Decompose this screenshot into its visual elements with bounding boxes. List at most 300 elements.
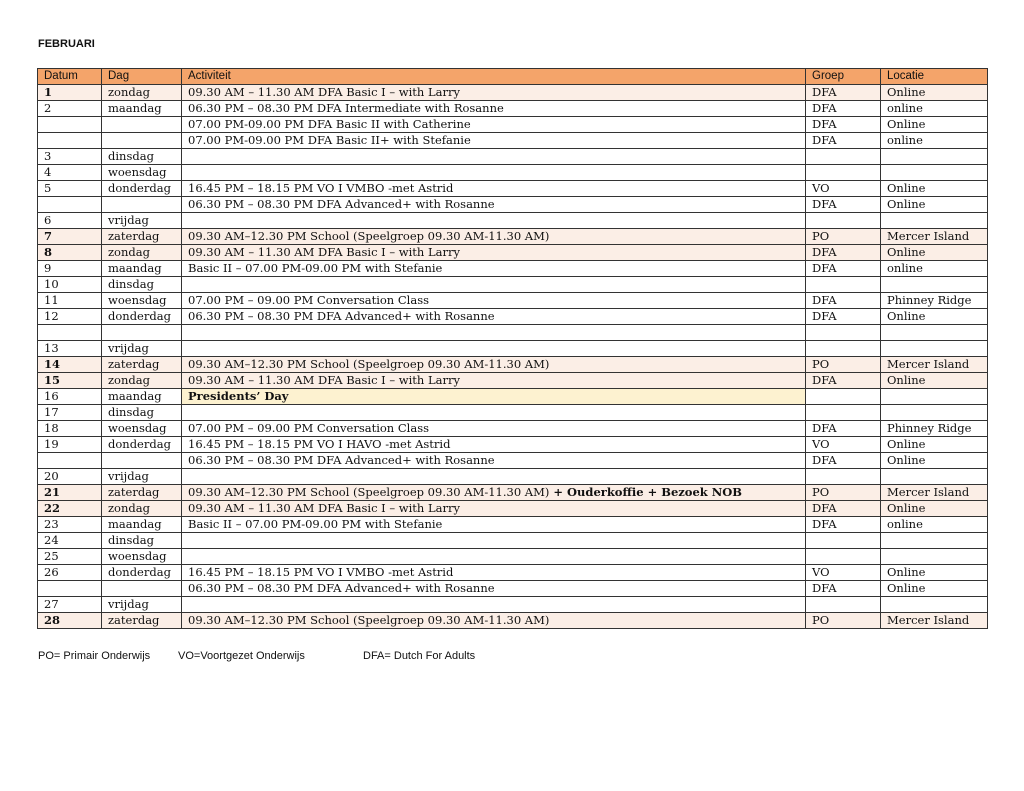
table-row <box>38 597 988 613</box>
cell-groep <box>806 309 881 325</box>
cell-datum <box>38 165 102 181</box>
cell-dag <box>102 117 182 133</box>
cell-dag-text: zaterdag <box>108 357 160 371</box>
cell-locatie <box>881 357 988 373</box>
cell-locatie <box>881 165 988 181</box>
cell-dag <box>102 565 182 581</box>
cell-locatie-text: Mercer Island <box>887 229 970 243</box>
cell-dag <box>102 245 182 261</box>
table-row <box>38 613 988 629</box>
cell-activiteit <box>182 581 806 597</box>
cell-groep-text: DFA <box>812 421 837 435</box>
cell-locatie <box>881 373 988 389</box>
cell-groep <box>806 117 881 133</box>
cell-groep-text: DFA <box>812 117 837 131</box>
cell-datum-text: 8 <box>44 245 53 259</box>
cell-locatie <box>881 405 988 421</box>
cell-groep <box>806 437 881 453</box>
cell-groep <box>806 133 881 149</box>
cell-dag <box>102 165 182 181</box>
cell-dag <box>102 421 182 437</box>
cell-activiteit <box>182 85 806 101</box>
cell-dag-text: woensdag <box>108 421 167 435</box>
cell-dag <box>102 405 182 421</box>
cell-groep <box>806 565 881 581</box>
activity-extra: + Ouderkoffie + Bezoek NOB <box>549 485 742 499</box>
cell-activiteit <box>182 341 806 357</box>
cell-groep <box>806 597 881 613</box>
cell-datum-text: 24 <box>44 533 59 547</box>
cell-dag-text: donderdag <box>108 181 171 195</box>
cell-dag <box>102 517 182 533</box>
cell-datum-text: 6 <box>44 213 52 227</box>
cell-dag-text: donderdag <box>108 437 171 451</box>
cell-dag <box>102 357 182 373</box>
cell-dag-text: zaterdag <box>108 229 160 243</box>
cell-datum <box>38 229 102 245</box>
cell-datum <box>38 549 102 565</box>
cell-datum-text: 26 <box>44 565 59 579</box>
cell-dag-text: woensdag <box>108 293 167 307</box>
cell-locatie-text: Online <box>887 245 926 259</box>
cell-dag-text: dinsdag <box>108 533 154 547</box>
cell-activiteit-text: 06.30 PM – 08.30 PM DFA Intermediate with Rosanne <box>188 101 504 115</box>
cell-datum <box>38 149 102 165</box>
cell-activiteit <box>182 597 806 613</box>
header-activiteit: Activiteit <box>182 69 806 85</box>
cell-dag <box>102 581 182 597</box>
cell-dag-text: maandag <box>108 101 162 115</box>
cell-datum <box>38 405 102 421</box>
cell-datum <box>38 197 102 213</box>
cell-dag <box>102 549 182 565</box>
cell-dag <box>102 133 182 149</box>
cell-locatie <box>881 245 988 261</box>
cell-dag-text: woensdag <box>108 549 167 563</box>
cell-activiteit-text: 06.30 PM – 08.30 PM DFA Advanced+ with Rosanne <box>188 309 495 323</box>
cell-dag <box>102 341 182 357</box>
table-row <box>38 245 988 261</box>
cell-activiteit <box>182 277 806 293</box>
cell-groep-text: DFA <box>812 101 837 115</box>
cell-datum-text: 1 <box>44 85 53 99</box>
cell-datum <box>38 421 102 437</box>
cell-dag <box>102 277 182 293</box>
cell-dag-text: vrijdag <box>108 597 149 611</box>
table-row <box>38 565 988 581</box>
cell-locatie <box>881 597 988 613</box>
cell-activiteit-text: 09.30 AM–12.30 PM School (Speelgroep 09.30 AM-11.30 AM) <box>188 229 550 243</box>
cell-activiteit-text: 06.30 PM – 08.30 PM DFA Advanced+ with Rosanne <box>188 197 495 211</box>
cell-locatie <box>881 85 988 101</box>
cell-locatie <box>881 293 988 309</box>
header-groep: Groep <box>806 69 881 85</box>
cell-groep <box>806 213 881 229</box>
cell-groep <box>806 613 881 629</box>
cell-locatie <box>881 517 988 533</box>
cell-locatie-text: Mercer Island <box>887 485 970 499</box>
cell-activiteit-text: 09.30 AM–12.30 PM School (Speelgroep 09.30 AM-11.30 AM) <box>188 613 550 627</box>
cell-groep-text: VO <box>812 181 830 195</box>
cell-locatie <box>881 197 988 213</box>
cell-datum <box>38 469 102 485</box>
cell-activiteit <box>182 165 806 181</box>
cell-locatie-text: Online <box>887 181 926 195</box>
cell-groep-text: DFA <box>812 133 837 147</box>
cell-groep <box>806 341 881 357</box>
cell-dag <box>102 85 182 101</box>
cell-groep-text: PO <box>812 613 830 627</box>
cell-groep <box>806 421 881 437</box>
cell-groep-text: PO <box>812 229 830 243</box>
cell-activiteit-text: 07.00 PM-09.00 PM DFA Basic II with Catherine <box>188 117 471 131</box>
table-row <box>38 293 988 309</box>
cell-locatie <box>881 389 988 405</box>
cell-datum-text: 14 <box>44 357 61 371</box>
table-row <box>38 165 988 181</box>
cell-groep <box>806 389 881 405</box>
cell-datum <box>38 389 102 405</box>
legend-vo: VO=Voortgezet Onderwijs <box>178 650 305 662</box>
legend-dfa: DFA= Dutch For Adults <box>363 650 476 662</box>
cell-activiteit-text: 06.30 PM – 08.30 PM DFA Advanced+ with Rosanne <box>188 581 495 595</box>
cell-datum-text: 5 <box>44 181 52 195</box>
cell-datum-text: 15 <box>44 373 61 387</box>
cell-locatie <box>881 229 988 245</box>
cell-activiteit <box>182 421 806 437</box>
cell-datum <box>38 245 102 261</box>
cell-dag <box>102 309 182 325</box>
table-row <box>38 133 988 149</box>
cell-activiteit <box>182 197 806 213</box>
table-row <box>38 197 988 213</box>
cell-groep-text: DFA <box>812 581 837 595</box>
cell-groep <box>806 149 881 165</box>
cell-activiteit-text: 07.00 PM – 09.00 PM Conversation Class <box>188 421 430 435</box>
cell-activiteit <box>182 533 806 549</box>
table-row <box>38 101 988 117</box>
cell-datum <box>38 501 102 517</box>
cell-activiteit <box>182 357 806 373</box>
cell-groep-text: PO <box>812 485 830 499</box>
cell-dag <box>102 501 182 517</box>
cell-groep <box>806 197 881 213</box>
cell-dag-text: vrijdag <box>108 469 149 483</box>
cell-activiteit <box>182 469 806 485</box>
cell-datum <box>38 181 102 197</box>
cell-activiteit-text: 16.45 PM – 18.15 PM VO I VMBO -met Astrid <box>188 181 454 195</box>
cell-locatie-text: Online <box>887 437 926 451</box>
table-row <box>38 533 988 549</box>
cell-groep <box>806 357 881 373</box>
cell-datum-text: 2 <box>44 101 52 115</box>
cell-dag-text: maandag <box>108 389 162 403</box>
table-row <box>38 501 988 517</box>
cell-datum-text: 3 <box>44 149 52 163</box>
cell-datum-text: 4 <box>44 165 52 179</box>
table-header-row <box>38 69 988 85</box>
cell-groep <box>806 549 881 565</box>
legend <box>38 650 475 662</box>
cell-locatie <box>881 341 988 357</box>
cell-locatie-text: Phinney Ridge <box>887 421 972 435</box>
cell-dag <box>102 533 182 549</box>
cell-dag-text: zondag <box>108 373 150 387</box>
cell-locatie-text: Online <box>887 453 926 467</box>
cell-groep <box>806 517 881 533</box>
table-row <box>38 421 988 437</box>
cell-dag <box>102 597 182 613</box>
cell-datum <box>38 213 102 229</box>
cell-activiteit <box>182 437 806 453</box>
cell-activiteit-text: 16.45 PM – 18.15 PM VO I VMBO -met Astrid <box>188 565 454 579</box>
cell-datum <box>38 485 102 501</box>
cell-groep-text: VO <box>812 565 830 579</box>
table-row <box>38 149 988 165</box>
cell-groep <box>806 533 881 549</box>
cell-activiteit <box>182 117 806 133</box>
table-row <box>38 581 988 597</box>
cell-activiteit <box>182 373 806 389</box>
cell-locatie <box>881 437 988 453</box>
cell-groep <box>806 405 881 421</box>
header-datum: Datum <box>38 69 102 85</box>
cell-groep <box>806 277 881 293</box>
cell-groep <box>806 229 881 245</box>
cell-dag <box>102 213 182 229</box>
page-title: FEBRUARI <box>38 38 95 50</box>
cell-dag-text: zondag <box>108 85 150 99</box>
cell-datum <box>38 309 102 325</box>
cell-dag-text: woensdag <box>108 165 167 179</box>
cell-groep <box>806 453 881 469</box>
cell-datum <box>38 565 102 581</box>
cell-datum <box>38 277 102 293</box>
cell-activiteit <box>182 101 806 117</box>
cell-datum-text: 9 <box>44 261 52 275</box>
cell-dag-text: zaterdag <box>108 613 160 627</box>
cell-datum <box>38 341 102 357</box>
table-row <box>38 549 988 565</box>
legend-po: PO= Primair Onderwijs <box>38 650 151 662</box>
cell-groep-text: DFA <box>812 293 837 307</box>
cell-datum <box>38 117 102 133</box>
cell-activiteit <box>182 309 806 325</box>
cell-locatie-text: online <box>887 133 923 147</box>
cell-activiteit-text: 09.30 AM – 11.30 AM DFA Basic I – with Larry <box>188 245 460 259</box>
cell-activiteit <box>182 405 806 421</box>
cell-groep-text: DFA <box>812 453 837 467</box>
cell-datum <box>38 373 102 389</box>
header-dag: Dag <box>102 69 182 85</box>
cell-dag <box>102 453 182 469</box>
cell-locatie-text: Online <box>887 85 926 99</box>
cell-locatie <box>881 117 988 133</box>
cell-locatie-text: online <box>887 517 923 531</box>
cell-groep-text: DFA <box>812 197 837 211</box>
header-locatie: Locatie <box>881 69 988 85</box>
cell-locatie-text: Online <box>887 117 926 131</box>
table-row <box>38 309 988 325</box>
table-row <box>38 213 988 229</box>
cell-groep-text: DFA <box>812 373 837 387</box>
cell-datum <box>38 453 102 469</box>
cell-groep <box>806 245 881 261</box>
cell-activiteit <box>182 613 806 629</box>
cell-locatie <box>881 549 988 565</box>
cell-locatie <box>881 613 988 629</box>
cell-locatie <box>881 181 988 197</box>
cell-datum <box>38 517 102 533</box>
table-row <box>38 229 988 245</box>
table-row <box>38 181 988 197</box>
table-row <box>38 469 988 485</box>
cell-activiteit <box>182 149 806 165</box>
cell-activiteit <box>182 501 806 517</box>
cell-groep-text: DFA <box>812 517 837 531</box>
cell-datum-text: 16 <box>44 389 59 403</box>
schedule-table <box>37 68 988 629</box>
cell-datum-text: 18 <box>44 421 59 435</box>
table-row <box>38 357 988 373</box>
cell-locatie <box>881 485 988 501</box>
cell-groep-text: PO <box>812 357 830 371</box>
cell-dag-text: maandag <box>108 517 162 531</box>
table-row <box>38 85 988 101</box>
cell-dag-text: zaterdag <box>108 485 160 499</box>
cell-activiteit-text: 09.30 AM–12.30 PM School (Speelgroep 09.30 AM-11.30 AM) <box>188 357 550 371</box>
cell-dag-text: dinsdag <box>108 405 154 419</box>
cell-datum <box>38 533 102 549</box>
cell-datum-text: 20 <box>44 469 59 483</box>
cell-locatie-text: Mercer Island <box>887 357 970 371</box>
cell-dag-text: dinsdag <box>108 149 154 163</box>
cell-datum-text: 28 <box>44 613 61 627</box>
table-row <box>38 437 988 453</box>
cell-activiteit-text: Basic II – 07.00 PM-09.00 PM with Stefanie <box>188 517 443 531</box>
cell-locatie <box>881 101 988 117</box>
cell-activiteit-text: 16.45 PM – 18.15 PM VO I HAVO -met Astrid <box>188 437 451 451</box>
cell-groep-text: DFA <box>812 261 837 275</box>
cell-datum-text: 12 <box>44 309 59 323</box>
cell-datum-text: 22 <box>44 501 61 515</box>
cell-groep-text: DFA <box>812 85 837 99</box>
cell-activiteit <box>182 261 806 277</box>
cell-locatie <box>881 133 988 149</box>
cell-datum <box>38 613 102 629</box>
cell-activiteit <box>182 181 806 197</box>
cell-locatie-text: Online <box>887 373 926 387</box>
cell-dag <box>102 373 182 389</box>
cell-dag <box>102 389 182 405</box>
cell-activiteit-text: 09.30 AM – 11.30 AM DFA Basic I – with Larry <box>188 85 460 99</box>
cell-locatie <box>881 277 988 293</box>
cell-groep <box>806 501 881 517</box>
table-row <box>38 117 988 133</box>
cell-dag-text: donderdag <box>108 309 171 323</box>
table-row <box>38 373 988 389</box>
cell-groep-text: VO <box>812 437 830 451</box>
cell-datum-text: 23 <box>44 517 59 531</box>
cell-locatie <box>881 421 988 437</box>
cell-activiteit <box>182 389 806 405</box>
cell-activiteit-text: 09.30 AM – 11.30 AM DFA Basic I – with Larry <box>188 373 460 387</box>
cell-activiteit <box>182 325 806 341</box>
cell-activiteit-text: Presidents’ Day <box>188 389 289 403</box>
cell-datum <box>38 597 102 613</box>
cell-activiteit <box>182 565 806 581</box>
table-row <box>38 517 988 533</box>
cell-datum <box>38 325 102 341</box>
cell-dag <box>102 149 182 165</box>
cell-datum <box>38 85 102 101</box>
cell-locatie-text: online <box>887 261 923 275</box>
cell-activiteit <box>182 549 806 565</box>
table-row <box>38 389 988 405</box>
table-body <box>38 85 988 629</box>
cell-datum-text: 27 <box>44 597 59 611</box>
cell-datum-text: 11 <box>44 293 59 307</box>
cell-locatie-text: Online <box>887 581 926 595</box>
cell-groep <box>806 261 881 277</box>
cell-dag <box>102 261 182 277</box>
cell-dag-text: vrijdag <box>108 213 149 227</box>
cell-datum <box>38 133 102 149</box>
cell-groep-text: DFA <box>812 501 837 515</box>
cell-dag <box>102 197 182 213</box>
cell-datum <box>38 581 102 597</box>
cell-activiteit <box>182 245 806 261</box>
cell-locatie-text: online <box>887 101 923 115</box>
table-row <box>38 277 988 293</box>
cell-locatie <box>881 581 988 597</box>
cell-groep-text: DFA <box>812 245 837 259</box>
cell-datum-text: 10 <box>44 277 59 291</box>
cell-groep <box>806 85 881 101</box>
cell-dag <box>102 181 182 197</box>
cell-dag <box>102 293 182 309</box>
cell-datum-text: 19 <box>44 437 59 451</box>
cell-dag <box>102 101 182 117</box>
cell-locatie <box>881 533 988 549</box>
cell-datum-text: 25 <box>44 549 59 563</box>
cell-groep <box>806 373 881 389</box>
cell-datum <box>38 293 102 309</box>
cell-locatie-text: Online <box>887 501 926 515</box>
cell-activiteit-text: 09.30 AM–12.30 PM School (Speelgroep 09.30 AM-11.30 AM) <box>188 485 550 499</box>
cell-dag <box>102 325 182 341</box>
cell-dag <box>102 485 182 501</box>
cell-groep <box>806 485 881 501</box>
cell-locatie-text: Phinney Ridge <box>887 293 972 307</box>
cell-groep <box>806 293 881 309</box>
cell-activiteit <box>182 517 806 533</box>
cell-locatie <box>881 149 988 165</box>
cell-activiteit-text: Basic II – 07.00 PM-09.00 PM with Stefanie <box>188 261 443 275</box>
cell-groep-text: DFA <box>812 309 837 323</box>
cell-locatie-text: Online <box>887 565 926 579</box>
cell-activiteit <box>182 293 806 309</box>
cell-dag-text: vrijdag <box>108 341 149 355</box>
table-row <box>38 485 988 501</box>
cell-datum <box>38 437 102 453</box>
cell-dag-text: donderdag <box>108 565 171 579</box>
cell-dag <box>102 229 182 245</box>
cell-groep <box>806 469 881 485</box>
cell-activiteit <box>182 229 806 245</box>
table-row <box>38 261 988 277</box>
cell-locatie <box>881 453 988 469</box>
